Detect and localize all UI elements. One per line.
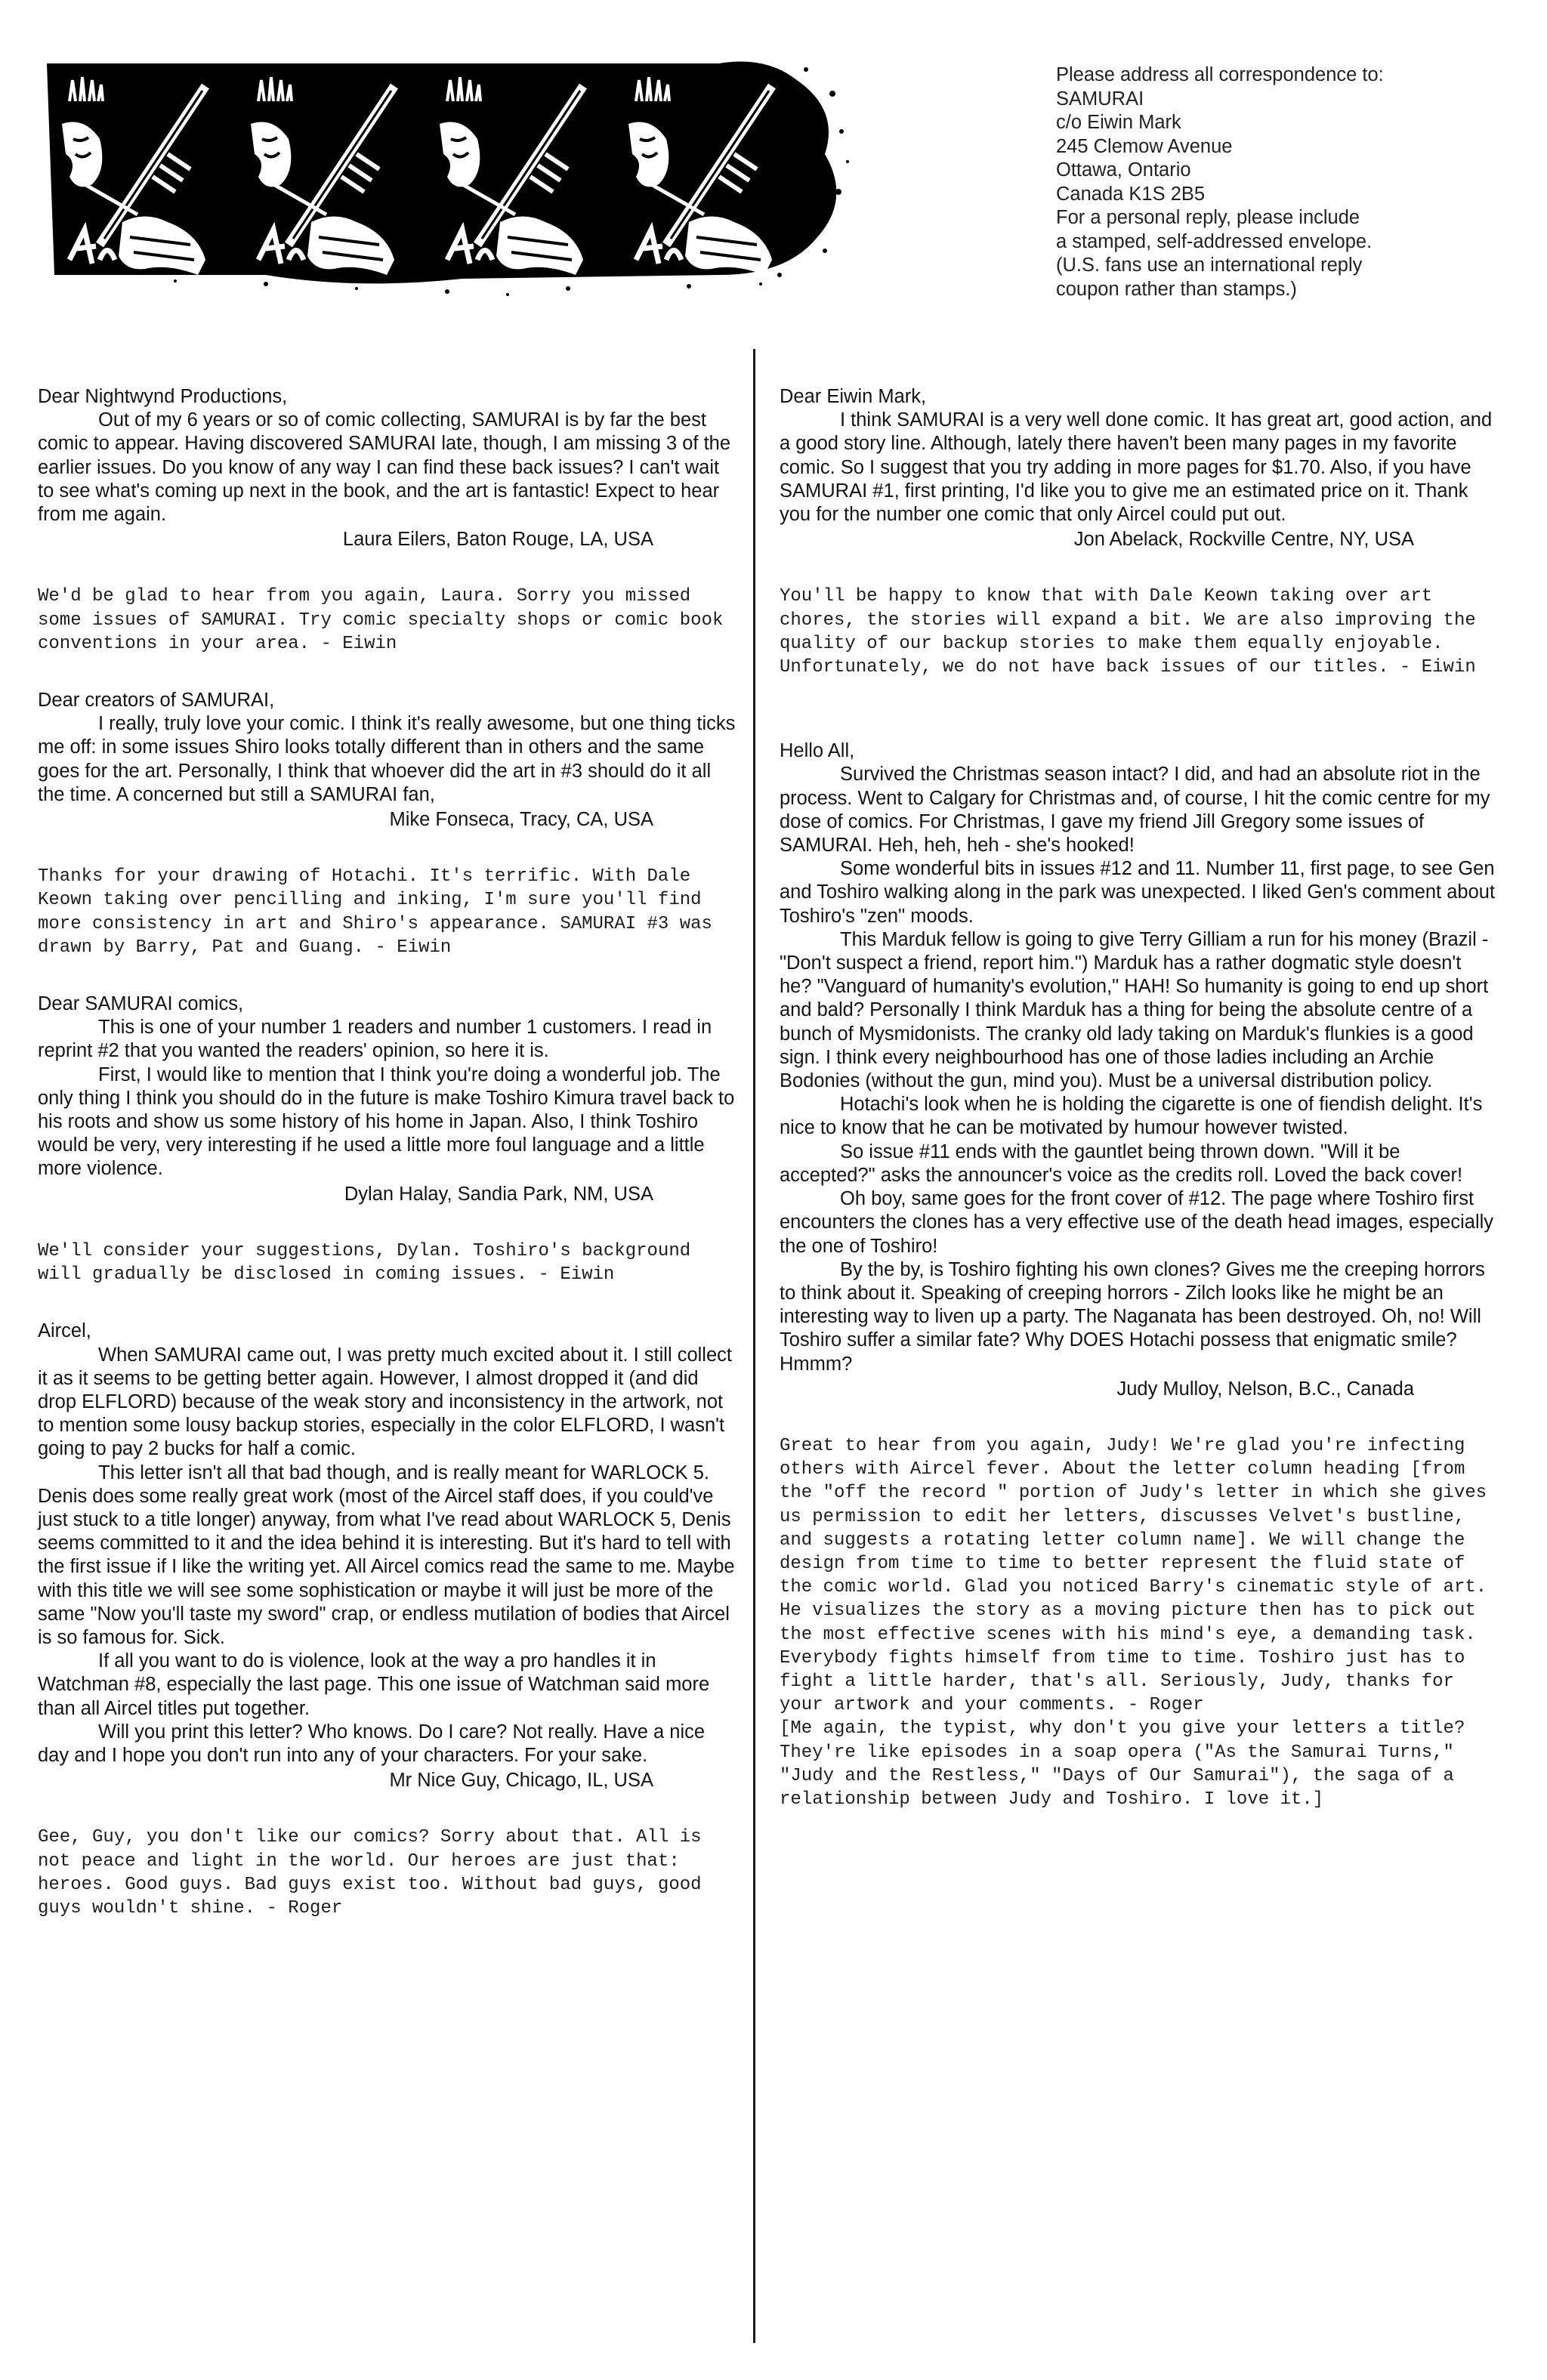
- letter-paragraph: Hotachi's look when he is holding the cigarette is one of fiendish delight. It's nice to know that he can be motivated by humour however twisted.: [780, 1094, 1483, 1139]
- reader-letter: [38, 1320, 736, 1792]
- typist-note: [Me again, the typist, why don't you give your letters a title? They're like episodes in a soap opera ("As the Samurai Turns," "Judy and the Restless," "Days of Our Samurai"), the saga of a relationship between Judy and Toshiro. I love it.]: [780, 1718, 1465, 1810]
- reply-text: We'll consider your suggestions, Dylan. Toshiro's background will gradually be disclosed in coming issues. - Eiwin: [38, 1240, 691, 1286]
- letter-paragraph: Oh boy, same goes for the front cover of #12. The page where Toshiro first encounters the clones has a very effective use of the death head images, especially the one of Toshiro!: [780, 1188, 1494, 1257]
- address-line: c/o Eiwin Mark: [1056, 112, 1181, 133]
- address-line: 245 Clemow Avenue: [1056, 135, 1233, 157]
- letter-signature: Judy Mulloy, Nelson, B.C., Canada: [1116, 1378, 1414, 1400]
- letter-paragraph: First, I would like to mention that I think you're doing a wonderful job. The only thing I think you should do in the future is make Toshiro Kimura travel back to his roots and show us some history of his home in Japan. Also, I think Toshiro would be very, very interesting if he used a little more foul language and a little more violence.: [38, 1063, 735, 1180]
- reply-text: Great to hear from you again, Judy! We're glad you're infecting others with Aircel fever. About the letter column heading [from the "off the record " portion of Judy's letter in which she gives us permission to edit her letters, discusses Velvet's bustline, and suggests a rotating letter column name]. We will change the design from time to time to better represent the fluid state of the comic world. Glad you noticed Barry's cinematic style of art. He visualizes the story as a moving picture then has to pick out the most effective scenes with his mind's eye, a demanding task. Everybody fights himself from time to time. Toshiro just has to fight a little harder, that's all. Seriously, Judy, thanks for your artwork and your comments. - Roger: [780, 1435, 1487, 1716]
- letter-column-banner: [39, 48, 855, 298]
- letter-paragraph: So issue #11 ends with the gauntlet being thrown down. "Will it be accepted?" asks the announcer's voice as the credits roll. Loved the back cover!: [780, 1141, 1463, 1186]
- letter-salutation: Dear Nightwynd Productions,: [38, 386, 288, 407]
- letter-salutation: Dear Eiwin Mark,: [780, 386, 927, 407]
- right-column: [780, 385, 1497, 1844]
- reader-letter: [38, 689, 736, 832]
- address-line: Ottawa, Ontario: [1056, 159, 1191, 181]
- letter-paragraph: Out of my 6 years or so of comic collecting, SAMURAI is by far the best comic to appear. Having discovered SAMURAI late, though, I am missing 3 of the earlier issues. Do you know of any way I can find these back issues? I can't wait to see what's coming up next in the book, and the art is fantastic! Expect to hear from me again.: [38, 409, 731, 526]
- address-line: Please address all correspondence to:: [1056, 64, 1384, 85]
- letter-signature: Mike Fonseca, Tracy, CA, USA: [389, 809, 653, 831]
- letter-paragraph: I think SAMURAI is a very well done comic. It has great art, good action, and a good story line. Although, lately there haven't been many pages in my favorite comic. So I suggest that you try adding in more pages for $1.70. Also, if you have SAMURAI #1, first printing, I'd like you to give me an estimated price on it. Thank you for the number one comic that only Aircel could put out.: [780, 409, 1493, 526]
- letter-paragraph: If all you want to do is violence, look at the way a pro handles it in Watchman #8, especially the last page. This one issue of Watchman said more than all Aircel titles put together.: [38, 1650, 710, 1719]
- letter-paragraph: This Marduk fellow is going to give Terry Gilliam a run for his money (Brazil - "Don't suspect a friend, report him.") Marduk has a rather dogmatic style doesn't he? "Vanguard of humanity's evolution," HAH! So humanity is going to end up short and bald? Personally I think Marduk has a thing for being the absolute centre of a bunch of Mysmidonists. The cranky old lady taking on Marduk's flunkies is a good sign. I think every neighbourhood has one of those ladies including an Archie Bodonies (without the gun, mind you). Must be a universal distribution policy.: [780, 928, 1489, 1092]
- editor-reply: [780, 585, 1497, 679]
- editor-reply: [38, 865, 736, 959]
- editor-reply: [38, 1239, 736, 1286]
- letter-paragraph: When SAMURAI came out, I was pretty much excited about it. I still collect it as it seems to be getting better again. However, I almost dropped it (and did drop ELFLORD) because of the weak story and inconsistency in the artwork, not to mention some lousy backup stories, especially in the color ELFLORD, I wasn't going to pay 2 bucks for half a comic.: [38, 1344, 732, 1460]
- left-column: [38, 385, 736, 1953]
- reply-text: Thanks for your drawing of Hotachi. It's terrific. With Dale Keown taking over pencilling and inking, I'm sure you'll find more consistency in art and Shiro's appearance. SAMURAI #3 was drawn by Barry, Pat and Guang. - Eiwin: [38, 866, 712, 958]
- letter-salutation: Dear SAMURAI comics,: [38, 993, 244, 1015]
- letter-signature: Jon Abelack, Rockville Centre, NY, USA: [1073, 529, 1414, 551]
- address-line: For a personal reply, please include: [1056, 207, 1360, 228]
- address-line: a stamped, self-addressed envelope.: [1056, 230, 1373, 252]
- address-line: (U.S. fans use an international reply: [1056, 255, 1363, 276]
- reply-text: Gee, Guy, you don't like our comics? Sorry about that. All is not peace and light in the world. Our heroes are just that: heroes. Good guys. Bad guys exist too. Without bad guys, good guys wouldn't shine. - Roger: [38, 1827, 702, 1919]
- letter-salutation: Aircel,: [38, 1320, 91, 1342]
- reply-text: We'd be glad to hear from you again, Laura. Sorry you missed some issues of SAMURAI. Try comic specialty shops or comic book conventions in your area. - Eiwin: [38, 586, 724, 654]
- correspondence-address: [1056, 63, 1509, 301]
- letter-paragraph: This letter isn't all that bad though, and is really meant for WARLOCK 5. Denis does some really great work (most of the Aircel staff does, if you could've just stuck to a title longer) anyway, from what I've read about WARLOCK 5, Denis seems committed to it and the idea behind it is interesting. But it's hard to tell with the first issue if I like the writing yet. All Aircel comics read the same to me. Maybe with this title we will see some sophistication or maybe it will just be more of the same "Now you'll taste my sword" crap, or endless mutilation of bodies that Aircel is so famous for. Sick.: [38, 1462, 735, 1648]
- letter-salutation: Hello All,: [780, 740, 855, 762]
- editor-reply: [38, 1826, 736, 1920]
- letter-paragraph: Survived the Christmas season intact? I did, and had an absolute riot in the process. Went to Calgary for Christmas and, of course, I hit the comic centre for my dose of comics. For Christmas, I gave my friend Jill Gregory some issues of SAMURAI. Heh, heh, heh - she's hooked!: [780, 764, 1490, 857]
- letter-signature: Dylan Halay, Sandia Park, NM, USA: [344, 1183, 653, 1205]
- reader-letter: [38, 385, 736, 551]
- letter-paragraph: Some wonderful bits in issues #12 and 11. Number 11, first page, to see Gen and Toshiro walking along in the park was unexpected. I liked Gen's comment about Toshiro's "zen" moods.: [780, 858, 1496, 927]
- reply-text: You'll be happy to know that with Dale Keown taking over art chores, the stories will expand a bit. We are also improving the quality of our backup stories to make them equally enjoyable. Unfortunately, we do not have back issues of our titles. - Eiwin: [780, 586, 1476, 678]
- address-line: Canada K1S 2B5: [1056, 183, 1206, 205]
- letter-signature: Laura Eilers, Baton Rouge, LA, USA: [342, 529, 653, 551]
- reader-letter: [780, 385, 1497, 551]
- letter-paragraph: This is one of your number 1 readers and number 1 customers. I read in reprint #2 that you wanted the readers' opinion, so here it is.: [38, 1017, 712, 1062]
- column-divider: [753, 349, 755, 2343]
- letter-salutation: Dear creators of SAMURAI,: [38, 690, 275, 712]
- editor-reply: [780, 1434, 1497, 1811]
- address-line: coupon rather than stamps.): [1056, 278, 1297, 300]
- editor-reply: [38, 585, 736, 656]
- reader-letter: [780, 739, 1497, 1401]
- letter-paragraph: By the by, is Toshiro fighting his own clones? Gives me the creeping horrors to think about it. Speaking of creeping horrors - Zilch looks like he might be an interesting way to liven up a party. The Naganata has been destroyed. Oh, no! Will Toshiro suffer a similar fate? Why DOES Hotachi possess that enigmatic smile? Hmmm?: [780, 1258, 1485, 1375]
- letter-paragraph: Will you print this letter? Who knows. Do I care? Not really. Have a nice day and I hope you don't run into any of your characters. For your sake.: [38, 1721, 706, 1766]
- letter-signature: Mr Nice Guy, Chicago, IL, USA: [389, 1770, 653, 1792]
- letter-paragraph: I really, truly love your comic. I think it's really awesome, but one thing ticks me off: in some issues Shiro looks totally different than in others and the same goes for the art. Personally, I think that whoever did the art in #3 should do it all the time. A concerned but still a SAMURAI fan,: [38, 713, 736, 805]
- address-line: SAMURAI: [1056, 88, 1144, 110]
- reader-letter: [38, 992, 736, 1206]
